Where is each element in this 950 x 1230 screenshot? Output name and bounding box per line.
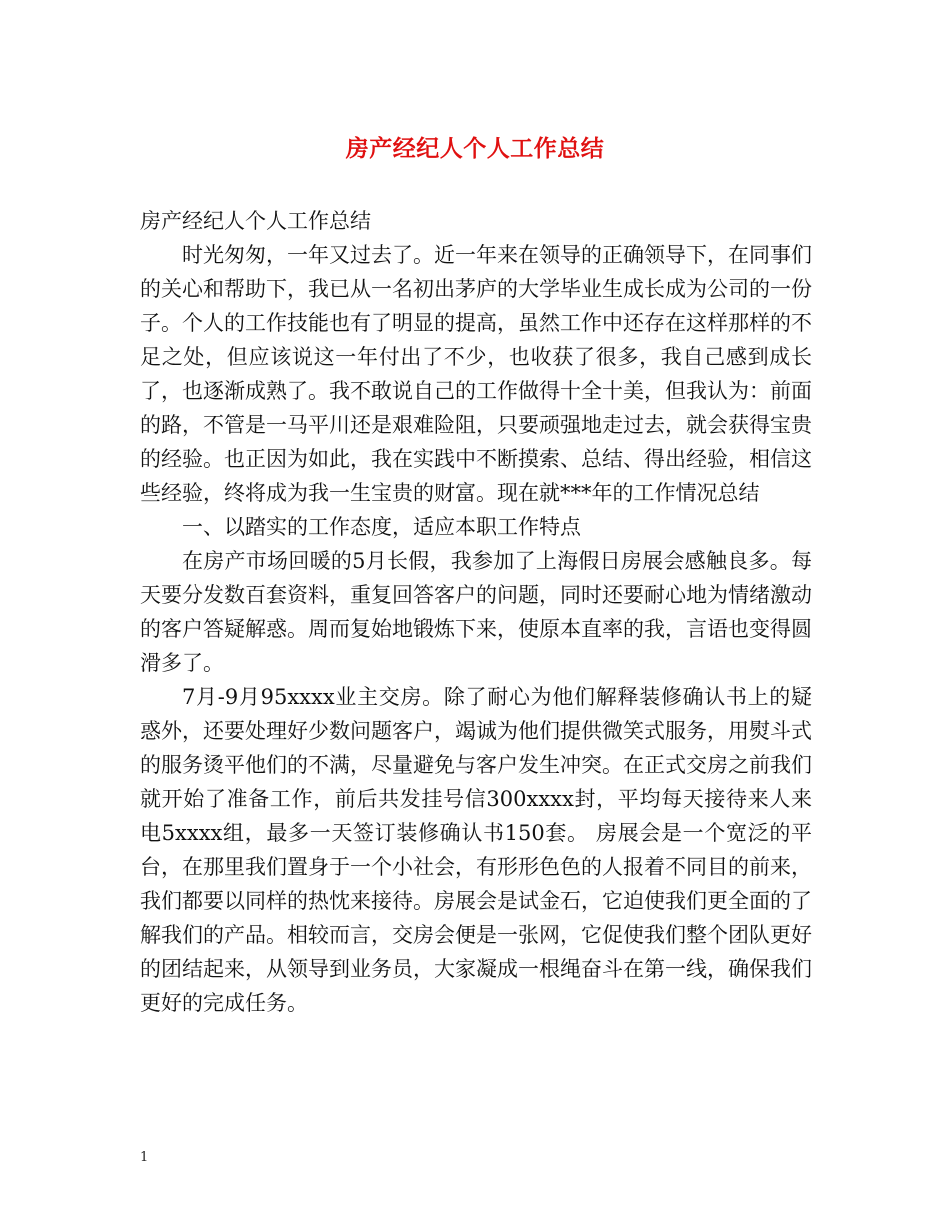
document-subtitle: 房产经纪人个人工作总结 [140,209,371,233]
paragraph-handover: 7月-9月95xxxx业主交房。除了耐心为他们解释装修确认书上的疑惑外，还要处理好少数问题客户，竭诚为他们提供微笑式服务，用熨斗式的服务烫平他们的不满，尽量避免与客户发生冲突。在正式交房之前我们就开始了准备工作，前后共发挂号信300xxxx封，平均每天接待来人来电5xxxx组，最多一天签订装修确认书150套。 房展会是一个宽泛的平台，在那里我们置身于一个小社会，有形形色色的人报着不同目的前来，我们都要以同样的热忱来接待。房展会是试金石，它迫使我们更全面的了解我们的产品。相较而言，交房会便是一张网，它促使我们整个团队更好的团结起来，从领导到业务员，大家凝成一根绳奋斗在第一线，确保我们更好的完成任务。 [140,685,812,1015]
document-title: 房产经纪人个人工作总结 [345,135,605,162]
paragraph-house-fair: 在房产市场回暖的5月长假，我参加了上海假日房展会感触良多。每天要分发数百套资料，重复回答客户的问题，同时还要耐心地为情绪激动的客户答疑解惑。周而复始地锻炼下来，使原本直率的我，言语也变得圆滑多了。 [140,549,812,675]
document-body [140,204,812,1020]
paragraph-intro: 时光匆匆，一年又过去了。近一年来在领导的正确领导下，在同事们的关心和帮助下，我已从一名初出茅庐的大学毕业生成长成为公司的一份子。个人的工作技能也有了明显的提高，虽然工作中还存在这样那样的不足之处，但应该说这一年付出了不少，也收获了很多，我自己感到成长了，也逐渐成熟了。我不敢说自己的工作做得十全十美，但我认为：前面的路，不管是一马平川还是艰难险阻，只要顽强地走过去，就会获得宝贵的经验。也正因为如此，我在实践中不断摸索、总结、得出经验，相信这些经验，终将成为我一生宝贵的财富。现在就***年的工作情况总结 [140,243,812,505]
section-heading: 一、以踏实的工作态度，适应本职工作特点 [182,515,581,539]
page-number: 1 [140,1150,149,1165]
